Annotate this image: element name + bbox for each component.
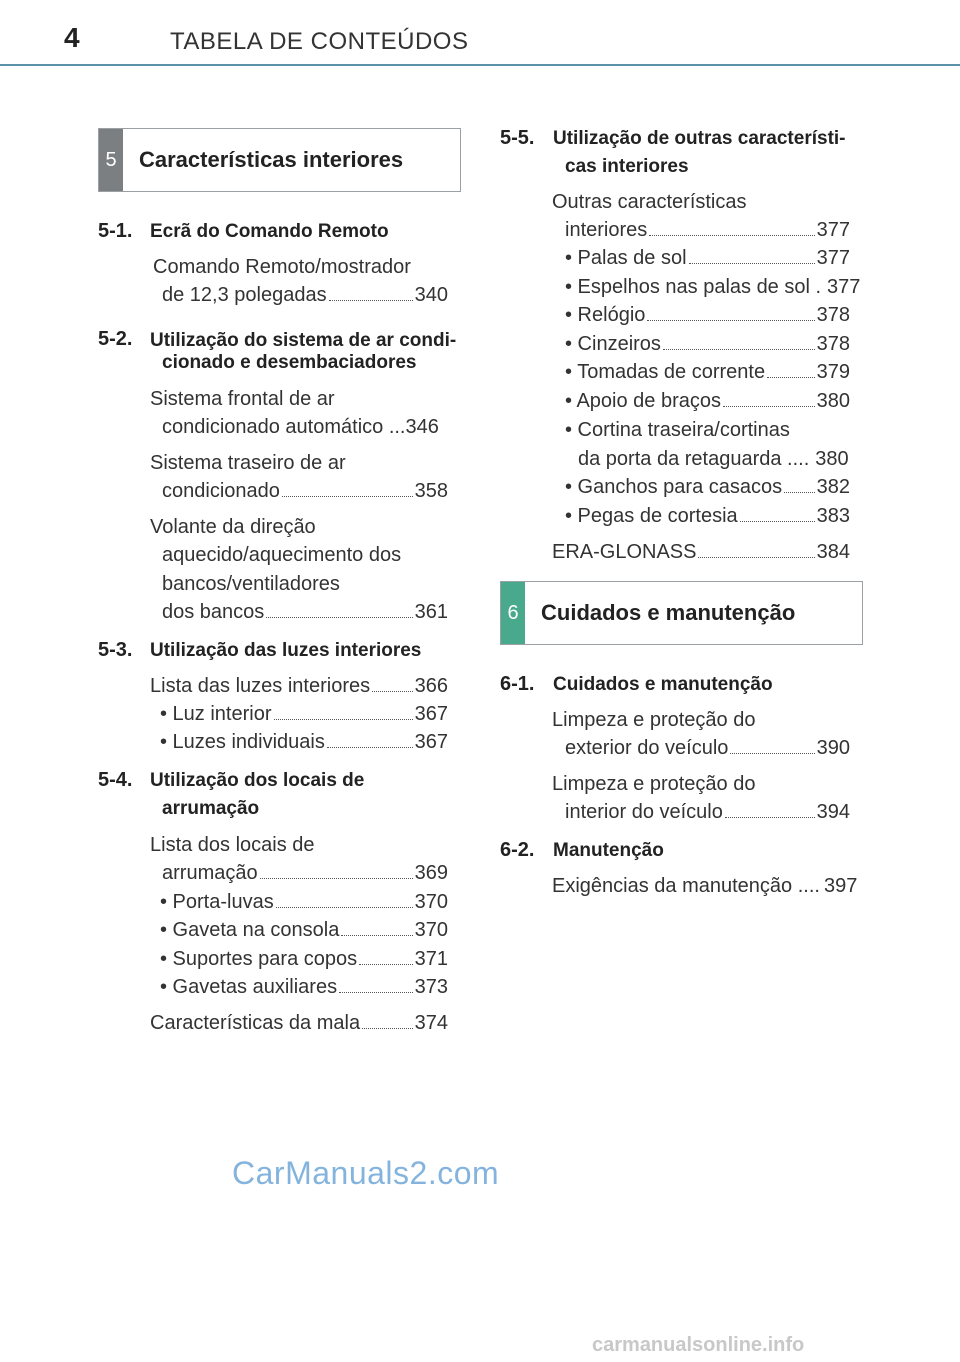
- leader-dots: [362, 1028, 413, 1029]
- toc-entry-label: • Tomadas de corrente: [565, 361, 766, 383]
- page-ref: 373: [414, 976, 448, 998]
- toc-entry[interactable]: [565, 247, 850, 270]
- leader-dots: [276, 907, 413, 908]
- toc-entry-label: • Porta-luvas: [160, 891, 274, 913]
- leader-dots: [730, 753, 814, 754]
- toc-entry-label: • Apoio de braços: [565, 390, 721, 412]
- toc-entry-line: Outras características: [552, 191, 747, 213]
- toc-entry[interactable]: [578, 448, 850, 471]
- page-header: [0, 0, 960, 70]
- page-ref: 366: [414, 675, 448, 697]
- toc-entry-label: interior do veículo: [565, 801, 723, 823]
- section-6-header: [500, 581, 863, 645]
- page-ref: 377: [827, 276, 861, 298]
- page-ref: 380: [816, 390, 850, 412]
- subsection-number: 5-1.: [98, 220, 133, 242]
- toc-entry[interactable]: [160, 976, 448, 999]
- toc-entry[interactable]: [565, 801, 850, 824]
- section-5-header: [98, 128, 461, 192]
- subsection-title: Manutenção: [553, 840, 664, 861]
- toc-entry-line: Lista dos locais de: [150, 834, 315, 856]
- page-ref: 384: [816, 541, 850, 563]
- toc-entry-label: exterior do veículo: [565, 737, 729, 759]
- subsection-number: 5-3.: [98, 639, 133, 661]
- subsection-title: Utilização de outras característi-: [553, 128, 846, 149]
- leader-dots: [663, 349, 815, 350]
- toc-entry-label: • Suportes para copos: [160, 948, 358, 970]
- subsection-title: arrumação: [162, 798, 260, 819]
- leader-dots: [689, 263, 815, 264]
- toc-entry-label: • Cinzeiros: [565, 333, 661, 355]
- toc-entry-label: • Ganchos para casacos: [565, 476, 783, 498]
- toc-entry-line: • Cortina traseira/cortinas: [565, 419, 790, 441]
- toc-entry-label: condicionado automático ...: [162, 416, 406, 438]
- page-number: 4: [64, 22, 80, 53]
- toc-entry[interactable]: [565, 361, 850, 384]
- toc-entry-line: Comando Remoto/mostrador: [153, 256, 411, 278]
- page-ref: 378: [816, 304, 850, 326]
- toc-entry-line: Limpeza e proteção do: [552, 773, 756, 795]
- toc-entry[interactable]: [565, 304, 850, 327]
- toc-entry-line: Limpeza e proteção do: [552, 709, 756, 731]
- leader-dots: [282, 496, 413, 497]
- watermark: CarManuals2.com: [232, 1155, 500, 1191]
- leader-dots: [341, 935, 412, 936]
- leader-dots: [359, 964, 413, 965]
- footer-watermark: carmanualsonline.info: [592, 1334, 805, 1356]
- subsection-number: 6-1.: [500, 673, 535, 695]
- leader-dots: [649, 235, 814, 236]
- toc-entry-label: Exigências da manutenção ....: [552, 875, 820, 897]
- leader-dots: [339, 992, 413, 993]
- subsection-title: Cuidados e manutenção: [553, 674, 773, 695]
- toc-entry-label: Características da mala: [150, 1012, 361, 1034]
- toc-entry[interactable]: [565, 219, 850, 242]
- page-ref: 346: [405, 416, 439, 438]
- subsection-title: Ecrã do Comando Remoto: [150, 221, 389, 242]
- page-ref: 358: [414, 480, 448, 502]
- page-ref: 377: [816, 219, 850, 241]
- toc-entry-label: arrumação: [162, 862, 258, 884]
- toc-entry-line: Sistema frontal de ar: [150, 388, 335, 410]
- toc-entry-label: • Luzes individuais: [160, 731, 325, 753]
- toc-entry-label: ERA-GLONASS: [552, 541, 697, 563]
- page-ref: 379: [816, 361, 850, 383]
- page-ref: 378: [816, 333, 850, 355]
- page-ref: 367: [414, 731, 448, 753]
- leader-dots: [274, 719, 413, 720]
- section-6-tab: 6: [501, 582, 525, 644]
- toc-entry[interactable]: [150, 675, 448, 698]
- subsection-number: 6-2.: [500, 839, 535, 861]
- toc-entry-label: interiores: [565, 219, 648, 241]
- section-5-title: Características interiores: [139, 147, 404, 172]
- leader-dots: [698, 557, 814, 558]
- toc-entry[interactable]: [565, 333, 850, 356]
- subsection-number: 5-5.: [500, 127, 535, 149]
- page-ref: 361: [414, 601, 448, 623]
- toc-entry[interactable]: [150, 1012, 448, 1035]
- page-ref: 377: [816, 247, 850, 269]
- leader-dots: [327, 747, 413, 748]
- toc-entry[interactable]: [162, 416, 448, 439]
- page-ref: 370: [414, 919, 448, 941]
- page-ref: 390: [816, 737, 850, 759]
- subsection-title: Utilização dos locais de: [150, 770, 365, 791]
- toc-entry[interactable]: [552, 541, 850, 564]
- toc-entry[interactable]: [565, 505, 850, 528]
- leader-dots: [372, 691, 413, 692]
- toc-entry[interactable]: [162, 601, 448, 624]
- toc-entry-label: • Gaveta na consola: [160, 919, 340, 941]
- toc-entry-label: de 12,3 polegadas: [162, 284, 327, 306]
- toc-entry-label: • Relógio: [565, 304, 646, 326]
- leader-dots: [740, 521, 815, 522]
- page-title: TABELA DE CONTEÚDOS: [170, 28, 469, 55]
- subsection-title: cas interiores: [565, 156, 689, 177]
- page-ref: 369: [414, 862, 448, 884]
- toc-entry-label: • Luz interior: [160, 703, 272, 725]
- toc-entry-label: da porta da retaguarda ....: [578, 448, 810, 470]
- leader-dots: [723, 406, 815, 407]
- toc-entry[interactable]: [565, 476, 850, 499]
- toc-entry[interactable]: [160, 891, 448, 914]
- toc-entry-label: • Gavetas auxiliares: [160, 976, 338, 998]
- toc-entry[interactable]: [160, 703, 448, 726]
- page-ref: 382: [816, 476, 850, 498]
- subsection-number: 5-2.: [98, 328, 133, 350]
- page-ref: 383: [816, 505, 850, 527]
- toc-entry-line: bancos/ventiladores: [162, 573, 340, 595]
- header-rule: [0, 64, 960, 66]
- page-ref: 397: [823, 875, 858, 897]
- toc-entry-label: • Pegas de cortesia: [565, 505, 738, 527]
- leader-dots: [260, 878, 413, 879]
- leader-dots: [266, 617, 412, 618]
- toc-entry[interactable]: [162, 862, 448, 885]
- toc-entry-line: Sistema traseiro de ar: [150, 452, 346, 474]
- toc-entry-label: • Espelhos nas palas de sol .: [565, 276, 822, 298]
- subsection-title: Utilização do sistema de ar condi-: [150, 330, 457, 351]
- leader-dots: [725, 817, 815, 818]
- toc-entry[interactable]: [162, 284, 448, 307]
- toc-entry[interactable]: [565, 276, 861, 299]
- toc-entry-label: Lista das luzes interiores: [150, 675, 371, 697]
- section-5-tab: 5: [99, 129, 123, 191]
- toc-entry[interactable]: [565, 390, 850, 413]
- leader-dots: [767, 377, 815, 378]
- toc-entry-label: dos bancos: [162, 601, 265, 623]
- leader-dots: [784, 492, 815, 493]
- leader-dots: [647, 320, 814, 321]
- subsection-title: cionado e desembaciadores: [162, 352, 417, 373]
- toc-entry[interactable]: [160, 948, 448, 971]
- toc-entry[interactable]: [162, 480, 448, 503]
- page-ref: 371: [414, 948, 448, 970]
- page-ref: 380: [815, 448, 849, 470]
- leader-dots: [329, 300, 413, 301]
- section-6-title: Cuidados e manutenção: [541, 600, 796, 625]
- toc-entry[interactable]: [552, 875, 858, 898]
- subsection-title: Utilização das luzes interiores: [150, 640, 422, 661]
- page-ref: 367: [414, 703, 448, 725]
- toc-entry-line: Volante da direção: [150, 516, 316, 538]
- toc-entry[interactable]: [160, 731, 448, 754]
- toc-entry[interactable]: [160, 919, 448, 942]
- page-ref: 370: [414, 891, 448, 913]
- page-ref: 374: [414, 1012, 448, 1034]
- toc-entry-line: aquecido/aquecimento dos: [162, 544, 402, 566]
- page-ref: 340: [414, 284, 448, 306]
- page-ref: 394: [816, 801, 850, 823]
- toc-entry[interactable]: [565, 737, 850, 760]
- toc-entry-label: • Palas de sol: [565, 247, 687, 269]
- toc-entry-label: condicionado: [162, 480, 280, 502]
- subsection-number: 5-4.: [98, 769, 133, 791]
